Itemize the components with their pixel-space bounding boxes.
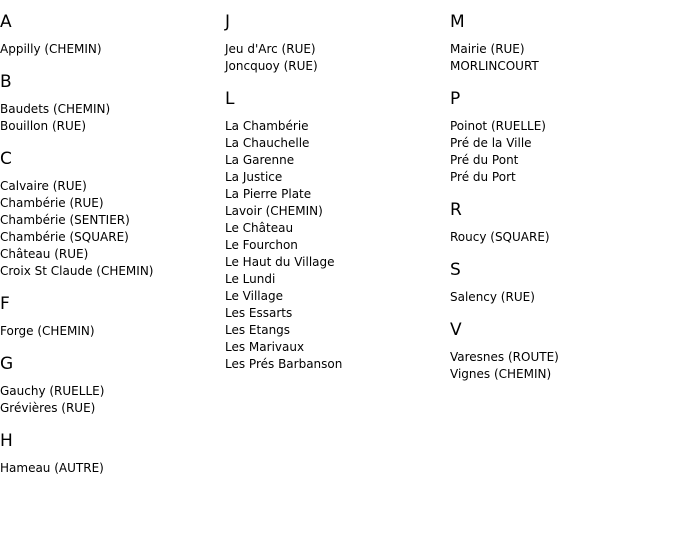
- street-link[interactable]: Roucy (SQUARE): [450, 230, 550, 244]
- letter-heading: H: [0, 431, 13, 451]
- street-link[interactable]: MORLINCOURT: [450, 59, 539, 73]
- street-link[interactable]: Baudets (CHEMIN): [0, 102, 111, 116]
- street-link[interactable]: Varesnes (ROUTE): [450, 350, 559, 364]
- street-link[interactable]: Appilly (CHEMIN): [0, 42, 102, 56]
- letter-section: [225, 11, 445, 75]
- street-list: [0, 41, 220, 58]
- street-link[interactable]: Grévières (RUE): [0, 401, 96, 415]
- street-link[interactable]: Pré du Pont: [450, 153, 519, 167]
- street-link[interactable]: La Garenne: [225, 153, 295, 167]
- street-link[interactable]: Le Fourchon: [225, 238, 298, 252]
- letter-section: [0, 148, 220, 280]
- street-link[interactable]: Croix St Claude (CHEMIN): [0, 264, 154, 278]
- street-link[interactable]: Mairie (RUE): [450, 42, 525, 56]
- street-link[interactable]: Hameau (AUTRE): [0, 461, 104, 475]
- street-link[interactable]: Les Prés Barbanson: [225, 357, 343, 371]
- street-list: [0, 383, 220, 417]
- letter-section: [0, 11, 220, 58]
- street-index-column-3: [450, 11, 670, 396]
- street-list: [450, 349, 670, 383]
- letter-heading: C: [0, 149, 12, 169]
- letter-heading: A: [0, 12, 12, 32]
- street-link[interactable]: Bouillon (RUE): [0, 119, 87, 133]
- street-list: [225, 41, 445, 75]
- street-list: [450, 229, 670, 246]
- street-index-column-2: [225, 11, 445, 386]
- letter-heading: B: [0, 72, 12, 92]
- street-link[interactable]: Château (RUE): [0, 247, 89, 261]
- street-link[interactable]: Pré du Port: [450, 170, 516, 184]
- street-link[interactable]: Joncquoy (RUE): [225, 59, 318, 73]
- letter-heading: F: [0, 294, 10, 314]
- letter-section: [0, 353, 220, 417]
- letter-section: [450, 199, 670, 246]
- letter-heading: J: [225, 12, 231, 32]
- letter-heading: G: [0, 354, 14, 374]
- street-link[interactable]: Chambérie (RUE): [0, 196, 104, 210]
- street-link[interactable]: Le Château: [225, 221, 294, 235]
- letter-section: [450, 11, 670, 75]
- letter-section: [0, 71, 220, 135]
- street-link[interactable]: Le Village: [225, 289, 283, 303]
- street-link[interactable]: La Justice: [225, 170, 283, 184]
- street-link[interactable]: Gauchy (RUELLE): [0, 384, 105, 398]
- street-list: [450, 118, 670, 186]
- letter-heading: S: [450, 260, 461, 280]
- street-link[interactable]: La Pierre Plate: [225, 187, 312, 201]
- street-list: [0, 178, 220, 280]
- street-link[interactable]: Forge (CHEMIN): [0, 324, 95, 338]
- letter-heading: R: [450, 200, 462, 220]
- street-link[interactable]: Les Essarts: [225, 306, 293, 320]
- street-link[interactable]: Vignes (CHEMIN): [450, 367, 552, 381]
- street-link[interactable]: Lavoir (CHEMIN): [225, 204, 323, 218]
- street-index-column-1: [0, 11, 220, 490]
- street-link[interactable]: Chambérie (SQUARE): [0, 230, 129, 244]
- street-link[interactable]: Jeu d'Arc (RUE): [225, 42, 316, 56]
- street-list: [450, 289, 670, 306]
- letter-section: [225, 88, 445, 373]
- letter-heading: V: [450, 320, 462, 340]
- street-link[interactable]: Chambérie (SENTIER): [0, 213, 130, 227]
- street-link[interactable]: Pré de la Ville: [450, 136, 532, 150]
- street-list: [0, 460, 220, 477]
- street-link[interactable]: Le Lundi: [225, 272, 276, 286]
- letter-heading: M: [450, 12, 465, 32]
- street-link[interactable]: Poinot (RUELLE): [450, 119, 546, 133]
- letter-section: [450, 88, 670, 186]
- street-list: [0, 101, 220, 135]
- letter-section: [450, 259, 670, 306]
- street-link[interactable]: Les Etangs: [225, 323, 291, 337]
- street-link[interactable]: Calvaire (RUE): [0, 179, 87, 193]
- street-link[interactable]: Salency (RUE): [450, 290, 535, 304]
- street-link[interactable]: Les Marivaux: [225, 340, 305, 354]
- street-link[interactable]: La Chambérie: [225, 119, 309, 133]
- street-list: [450, 41, 670, 75]
- letter-heading: L: [225, 89, 235, 109]
- letter-heading: P: [450, 89, 461, 109]
- street-link[interactable]: Le Haut du Village: [225, 255, 335, 269]
- street-link[interactable]: La Chauchelle: [225, 136, 310, 150]
- street-list: [225, 118, 445, 373]
- letter-section: [450, 319, 670, 383]
- letter-section: [0, 430, 220, 477]
- street-list: [0, 323, 220, 340]
- letter-section: [0, 293, 220, 340]
